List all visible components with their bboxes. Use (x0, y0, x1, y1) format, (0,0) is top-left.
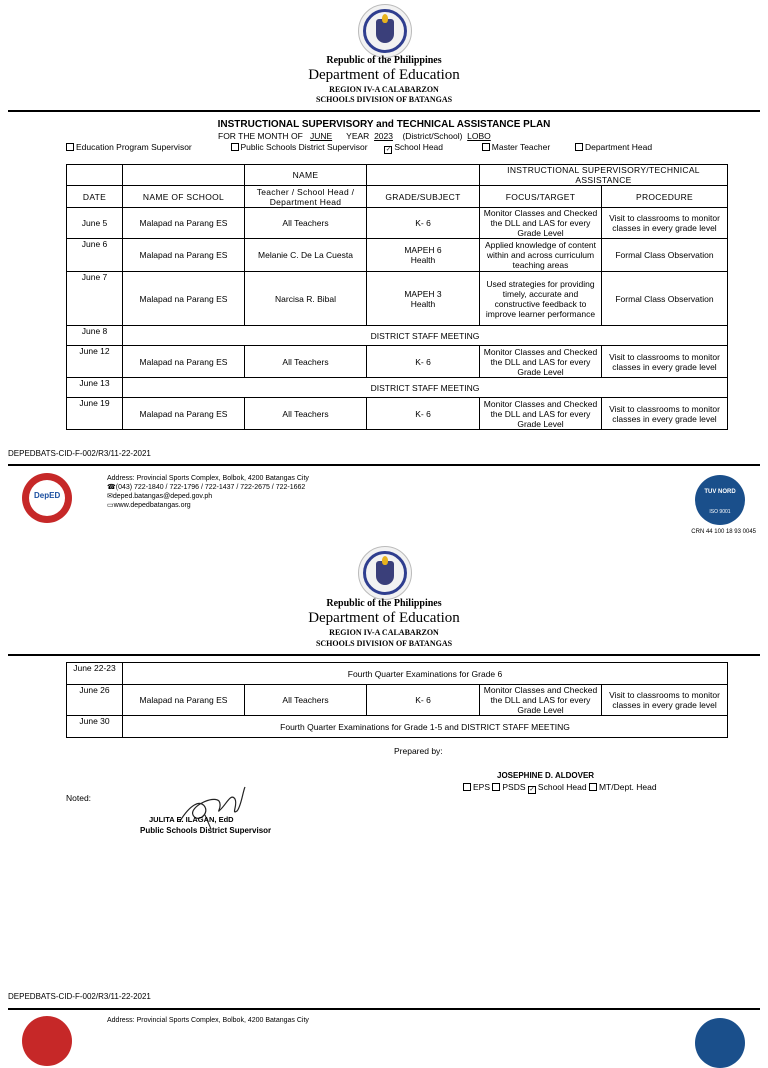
checkbox-eps[interactable]: Education Program Supervisor (66, 142, 192, 152)
row-date: June 13 (67, 378, 123, 398)
row-procedure: Visit to classrooms to monitor classes in every grade level (602, 346, 728, 378)
row-grade: MAPEH 6 Health (367, 239, 480, 272)
row-person: All Teachers (245, 346, 367, 378)
row-grade: K- 6 (367, 398, 480, 430)
checkbox-psds[interactable]: Public Schools District Supervisor (231, 142, 368, 152)
row-focus: Monitor Classes and Checked the DLL and LAS for every Grade Level (480, 685, 602, 716)
division-logo (22, 473, 72, 523)
noter-name: JULITA E. ILAGAN, EdD (149, 815, 234, 824)
row-date: June 12 (67, 346, 123, 378)
row-date: June 7 (67, 272, 123, 326)
email-link[interactable]: deped.batangas@deped.gov.ph (112, 493, 213, 500)
row-event: Fourth Quarter Examinations for Grade 1-5 and DISTRICT STAFF MEETING (123, 716, 728, 738)
row-grade: K- 6 (367, 346, 480, 378)
row-date: June 22-23 (67, 663, 123, 685)
district-value: LOBO (467, 131, 491, 141)
row-person: All Teachers (245, 685, 367, 716)
row-date: June 8 (67, 326, 123, 346)
table-row (67, 716, 728, 738)
iso-text: ISO 9001 (709, 509, 731, 515)
website-link[interactable]: www.depedbatangas.org (113, 502, 191, 509)
table-row (67, 326, 728, 346)
republic-text-page2: Republic of the Philippines (326, 598, 442, 609)
phone-icon: ☎ (107, 484, 116, 491)
checkbox-master-teacher[interactable]: Master Teacher (482, 142, 550, 152)
tuv-iso-badge (695, 475, 745, 525)
checkbox-eps-signer[interactable]: EPS (463, 782, 490, 792)
header-name: NAME (245, 165, 367, 186)
header-divider-page2 (8, 654, 760, 656)
checkbox-mt-head-signer[interactable]: MT/Dept. Head (589, 782, 657, 792)
row-date: June 6 (67, 239, 123, 272)
year-label: YEAR (346, 131, 370, 141)
form-code: DEPEDBATS-CID-F-002/R3/11-22-2021 (8, 449, 151, 458)
noted-label: Noted: (66, 793, 92, 803)
row-person: All Teachers (245, 398, 367, 430)
crn-text: CRN 44 100 18 93 0045 (691, 529, 756, 535)
deped-seal-icon (358, 546, 412, 600)
preparer-role-row (463, 782, 657, 794)
row-procedure: Visit to classrooms to monitor classes in every grade level (602, 398, 728, 430)
header-procedure: PROCEDURE (602, 186, 728, 208)
header-istap: INSTRUCTIONAL SUPERVISORY/TECHNICAL ASSISTANCE (480, 165, 728, 186)
plan-period (218, 131, 491, 141)
checkbox-school-head-signer[interactable]: ✓ School Head (529, 782, 587, 793)
row-procedure: Visit to classrooms to monitor classes in every grade level (602, 208, 728, 239)
phone-text: (043) 722-1840 / 722-1796 / 722-1437 / 722-2675 / 722-1662 (115, 484, 306, 491)
year-value: 2023 (374, 131, 393, 141)
prepared-by-label: Prepared by: (394, 746, 443, 756)
row-school: Malapad na Parang ES (123, 346, 245, 378)
row-date: June 26 (67, 685, 123, 716)
row-procedure: Visit to classrooms to monitor classes in every grade level (602, 685, 728, 716)
header-focus: FOCUS/TARGET (480, 186, 602, 208)
row-event: DISTRICT STAFF MEETING (123, 326, 728, 346)
row-focus: Applied knowledge of content within and across curriculum teaching areas (480, 239, 602, 272)
table-row (67, 685, 728, 716)
address-text-page2: Address: Provincial Sports Complex, Bolbok, 4200 Batangas City (107, 1017, 309, 1024)
header-school: NAME OF SCHOOL (123, 186, 245, 208)
row-focus: Monitor Classes and Checked the DLL and LAS for every Grade Level (480, 398, 602, 430)
table-row (67, 398, 728, 430)
table-row (67, 208, 728, 239)
division-text-page2: SCHOOLS DIVISION OF BATANGAS (315, 639, 453, 648)
table-row (67, 663, 728, 685)
row-person: Narcisa R. Bibal (245, 272, 367, 326)
role-checkbox-row (66, 142, 652, 154)
row-procedure: Formal Class Observation (602, 239, 728, 272)
row-date: June 19 (67, 398, 123, 430)
row-school: Malapad na Parang ES (123, 239, 245, 272)
plan-title: INSTRUCTIONAL SUPERVISORY and TECHNICAL ASSISTANCE PLAN (217, 119, 551, 130)
table-row (67, 272, 728, 326)
department-title: Department of Education (308, 67, 460, 83)
row-grade: MAPEH 3 Health (367, 272, 480, 326)
checkbox-school-head[interactable]: ✓ School Head (385, 142, 444, 153)
table-row (67, 239, 728, 272)
table-row (67, 346, 728, 378)
division-logo-text: DepED (34, 491, 61, 500)
region-text-page2: REGION IV-A CALABARZON (329, 628, 439, 637)
noter-title: Public Schools District Supervisor (140, 826, 272, 835)
row-grade: K- 6 (367, 208, 480, 239)
table-row (67, 378, 728, 398)
footer-divider (8, 464, 760, 466)
region-text: REGION IV-A CALABARZON (329, 85, 439, 94)
row-school: Malapad na Parang ES (123, 398, 245, 430)
deped-seal-icon (358, 4, 412, 58)
month-value: JUNE (309, 131, 333, 141)
month-label: FOR THE MONTH OF (218, 131, 303, 141)
plan-table (66, 164, 728, 430)
row-focus: Monitor Classes and Checked the DLL and LAS for every Grade Level (480, 346, 602, 378)
row-event: DISTRICT STAFF MEETING (123, 378, 728, 398)
row-school: Malapad na Parang ES (123, 685, 245, 716)
tuv-iso-badge-partial (695, 1018, 745, 1068)
row-date: June 30 (67, 716, 123, 738)
address-text: Address: Provincial Sports Complex, Bolbok, 4200 Batangas City (107, 475, 309, 482)
row-grade: K- 6 (367, 685, 480, 716)
contact-block (107, 474, 309, 510)
checkbox-psds-signer[interactable]: PSDS (492, 782, 525, 792)
row-focus: Monitor Classes and Checked the DLL and LAS for every Grade Level (480, 208, 602, 239)
republic-text: Republic of the Philippines (326, 55, 442, 66)
plan-table-continued (66, 662, 728, 738)
tuv-text: TUV NORD (704, 489, 736, 495)
checkbox-department-head[interactable]: Department Head (575, 142, 652, 152)
department-title-page2: Department of Education (308, 610, 460, 626)
row-procedure: Formal Class Observation (602, 272, 728, 326)
row-event: Fourth Quarter Examinations for Grade 6 (123, 663, 728, 685)
row-person: Melanie C. De La Cuesta (245, 239, 367, 272)
header-person: Teacher / School Head / Department Head (245, 186, 367, 208)
header-date: DATE (67, 186, 123, 208)
header-divider (8, 110, 760, 112)
division-text: SCHOOLS DIVISION OF BATANGAS (315, 95, 453, 104)
web-icon: ▭ (107, 502, 114, 509)
row-focus: Used strategies for providing timely, accurate and constructive feedback to improve learner performance (480, 272, 602, 326)
email-icon: ✉ (107, 493, 113, 500)
form-code-page2: DEPEDBATS-CID-F-002/R3/11-22-2021 (8, 992, 151, 1001)
header-grade: GRADE/SUBJECT (367, 186, 480, 208)
row-date: June 5 (67, 208, 123, 239)
footer-divider-page2 (8, 1008, 760, 1010)
row-person: All Teachers (245, 208, 367, 239)
preparer-name: JOSEPHINE D. ALDOVER (497, 771, 595, 780)
row-school: Malapad na Parang ES (123, 208, 245, 239)
row-school: Malapad na Parang ES (123, 272, 245, 326)
district-label: (District/School) (402, 131, 463, 141)
